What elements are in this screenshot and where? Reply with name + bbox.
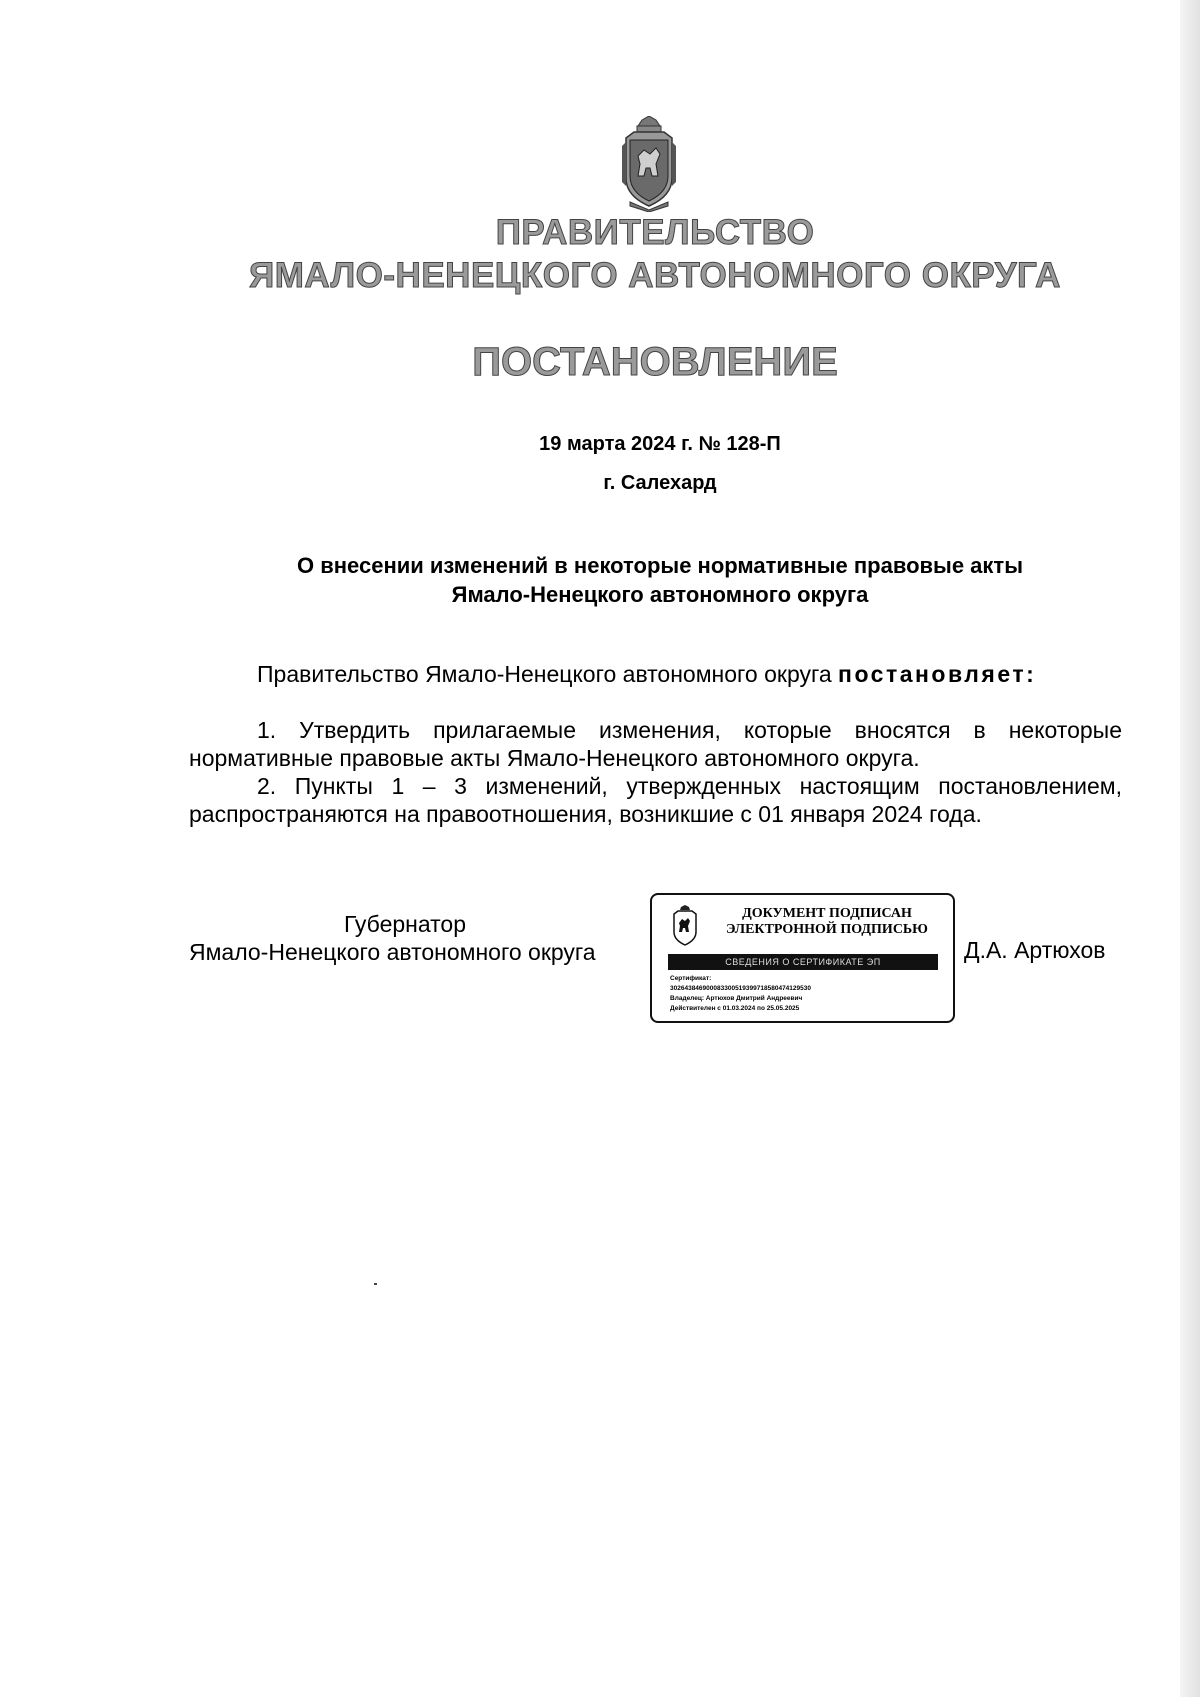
document-city: г. Салехард: [603, 472, 717, 494]
coat-of-arms-icon: [670, 905, 700, 947]
subject-line1: О внесении изменений в некоторые нормативные правовые акты: [296, 553, 1023, 578]
preamble: [257, 661, 1036, 688]
stamp-certificate-bar: СВЕДЕНИЯ О СЕРТИФИКАТЕ ЭП: [668, 954, 938, 970]
authority-name-line2: ЯМАЛО-НЕНЕЦКОГО АВТОНОМНОГО ОКРУГА: [249, 256, 1061, 295]
stamp-title: [707, 906, 947, 938]
clause-1: 1. Утвердить прилагаемые изменения, которые вносятся в некоторые нормативные правовые акты Ямало-Ненецкого автономного округа.: [189, 717, 1122, 771]
document-type: ПОСТАНОВЛЕНИЕ: [472, 340, 838, 384]
stamp-title-line2: ЭЛЕКТРОННОЙ ПОДПИСЬЮ: [726, 922, 928, 937]
preamble-emphasis: постановляет:: [838, 661, 1037, 687]
signatory-position-line1: Губернатор: [344, 911, 467, 937]
scan-speck: [374, 1283, 377, 1285]
coat-of-arms-icon: [620, 116, 678, 212]
clauses-list: [189, 716, 1122, 828]
authority-name-line1: ПРАВИТЕЛЬСТВО: [495, 213, 815, 252]
stamp-cert-number: 30264384690008330051939971858047412953​0: [670, 985, 811, 992]
signatory-position: [189, 910, 639, 966]
stamp-owner: Владелец: Артюхов Дмитрий Андреевич: [670, 995, 803, 1002]
stamp-cert-label: Сертификат:: [670, 975, 712, 982]
stamp-details: [670, 974, 945, 1014]
electronic-signature-stamp: [650, 893, 955, 1023]
subject-line2: Ямало-Ненецкого автономного округа: [451, 582, 869, 607]
signer-name: Д.А. Артюхов: [964, 937, 1106, 963]
document-subject: [0, 551, 1200, 609]
stamp-validity: Действителен с 01.03.2024 по 25.05.2025: [670, 1005, 800, 1012]
preamble-text: Правительство Ямало-Ненецкого автономного округа: [257, 661, 832, 687]
clause-2: 2. Пункты 1 – 3 изменений, утвержденных настоящим постановлением, распространяются на правоотношения, возникшие с 01 января 2024 года.: [189, 773, 1122, 827]
stamp-title-line1: ДОКУМЕНТ ПОДПИСАН: [742, 906, 912, 921]
document-date-number: 19 марта 2024 г. № 128-П: [539, 433, 781, 455]
page-edge: [1180, 0, 1200, 1697]
signatory-position-line2: Ямало-Ненецкого автономного округа: [189, 939, 596, 965]
